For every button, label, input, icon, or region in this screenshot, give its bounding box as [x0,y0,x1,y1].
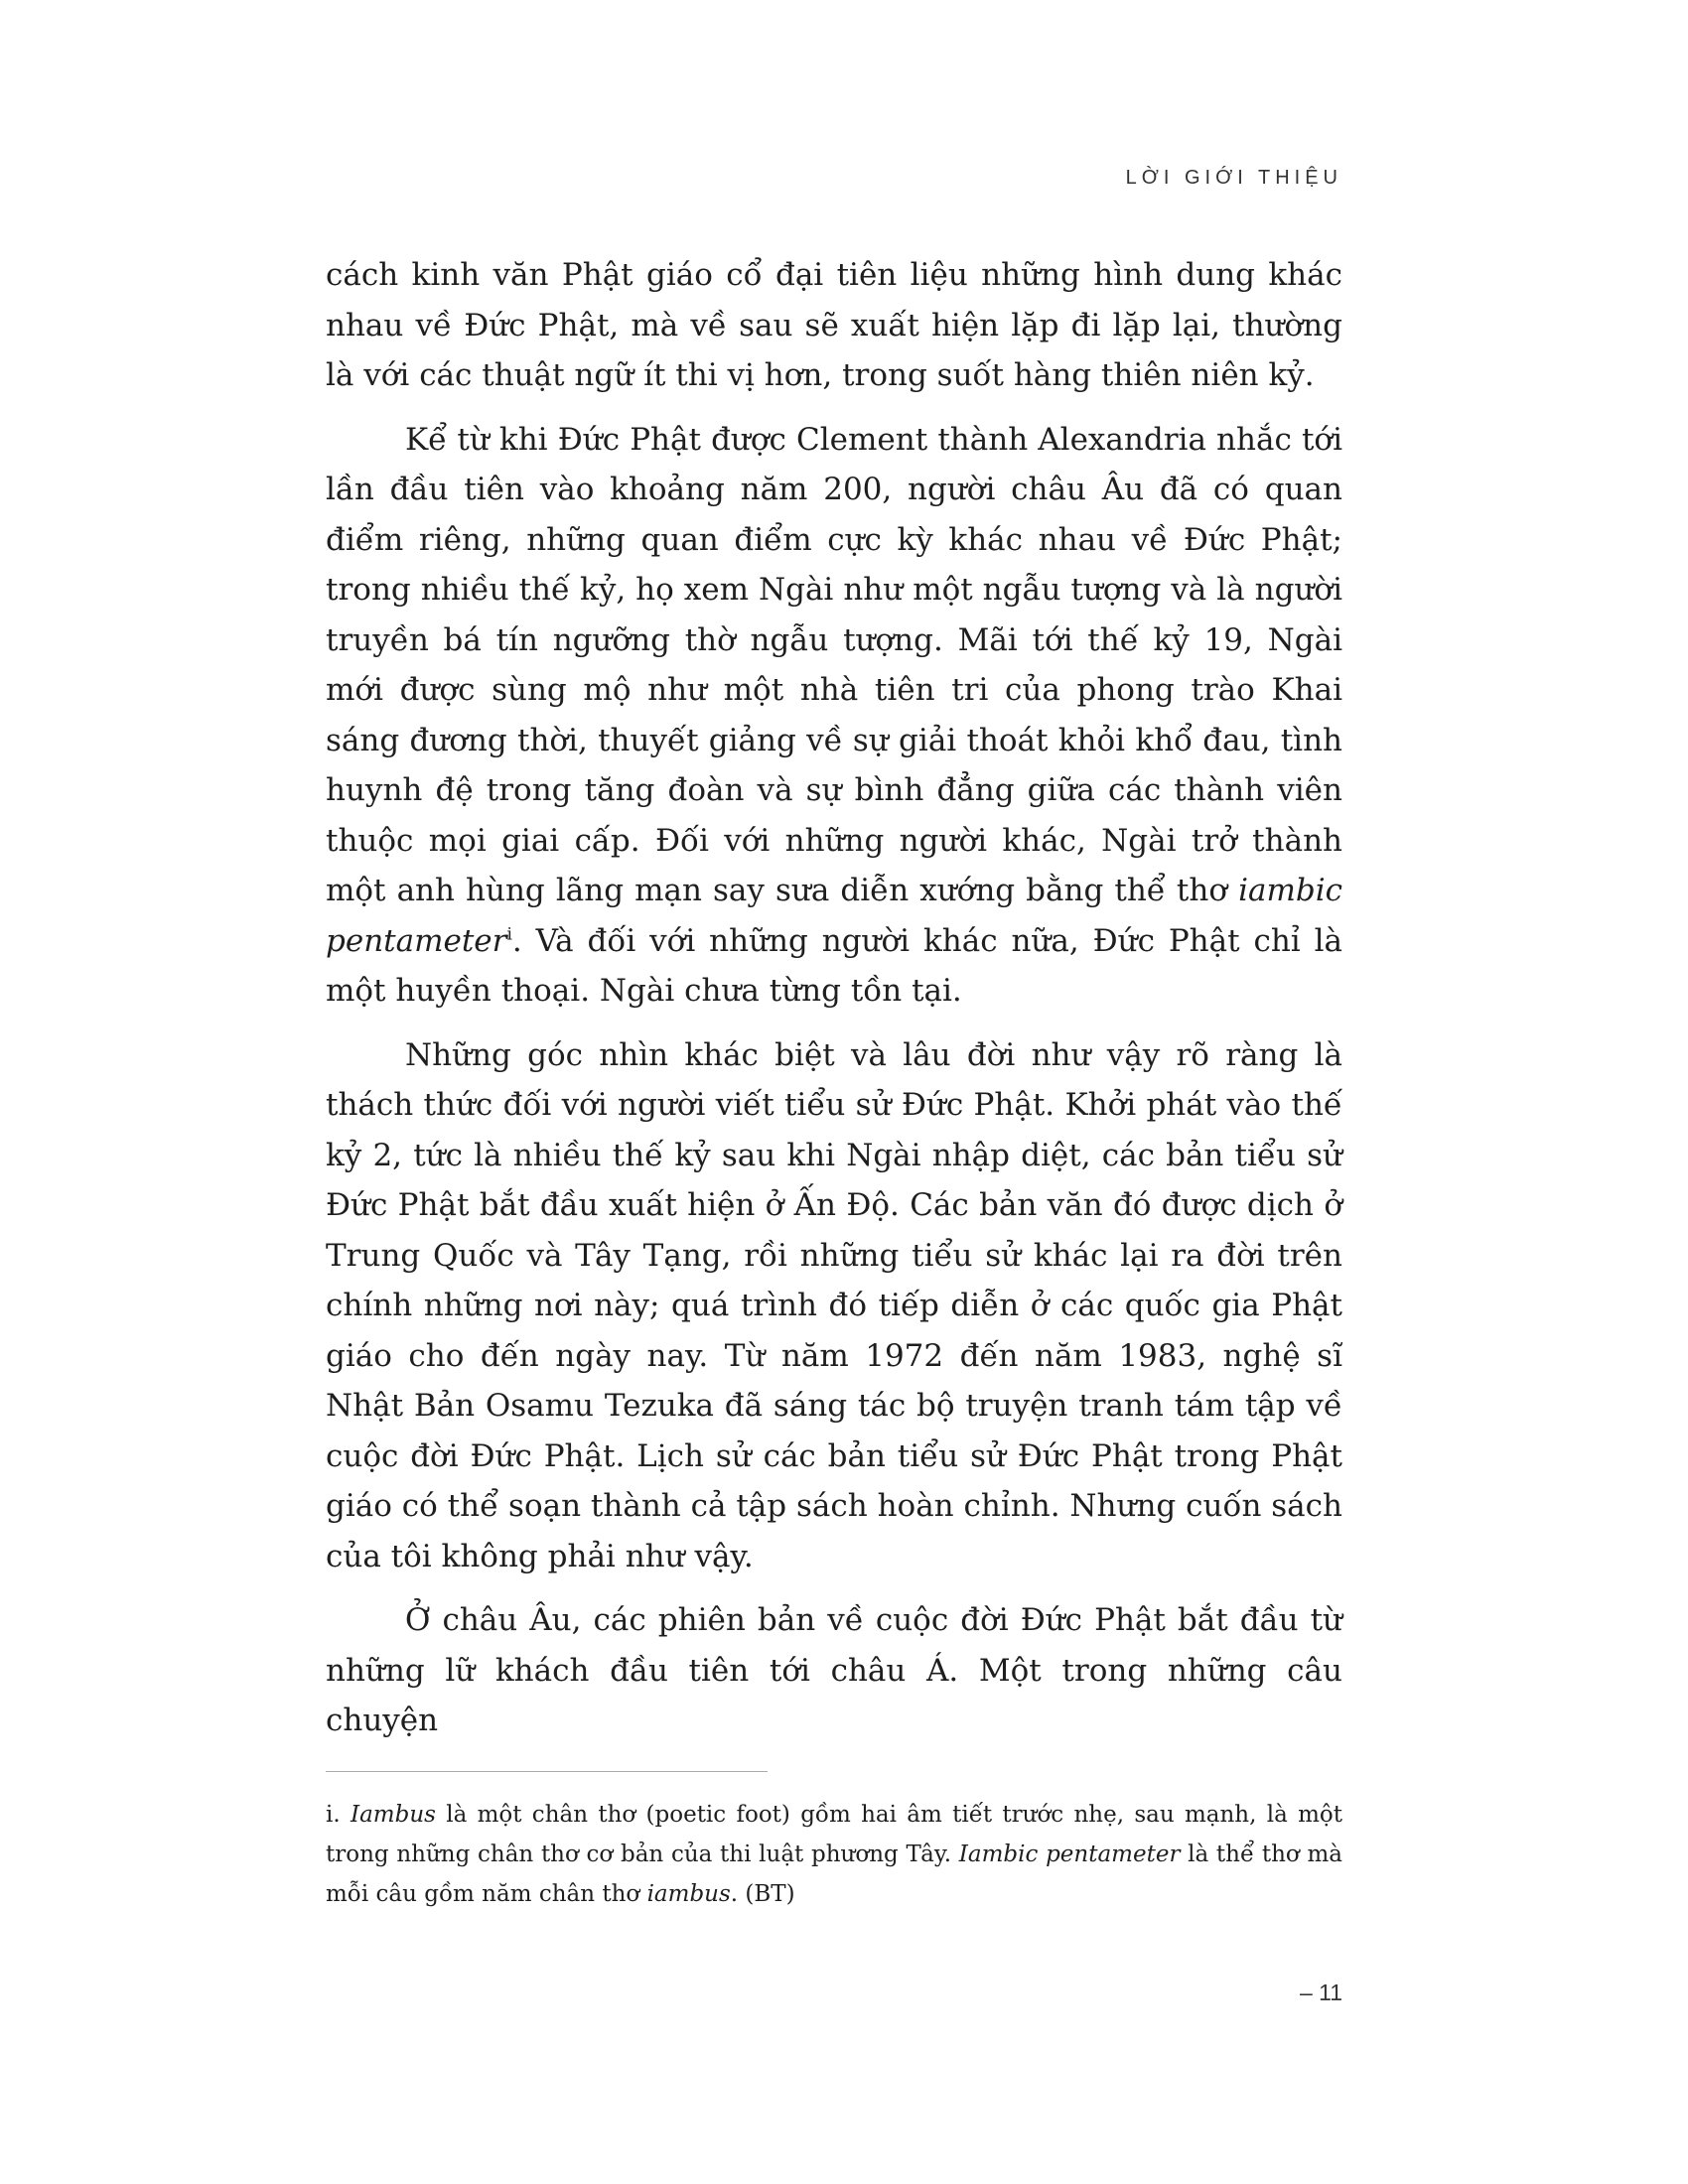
paragraph [326,250,1342,401]
text-segment: là một chân thơ (poetic foot) gồm hai âm tiết trước nhẹ, sau mạnh, là một trong những chân thơ cơ bản của thi luật phương Tây. [326,1802,1342,1867]
italic-term: iambic pentameter [326,873,1342,959]
footnote [326,1795,1342,1914]
running-header: LỜI GIỚI THIỆU [1125,167,1342,189]
paragraph [326,1030,1342,1582]
footnote-reference: i [506,924,512,945]
text-segment: Ở châu Âu, các phiên bản về cuộc đời Đức Phật bắt đầu từ những lữ khách đầu tiên tới châu Á. Một trong những câu chuyện [326,1602,1342,1738]
footnote-marker: i. [326,1802,351,1828]
text-segment: . Và đối với những người khác nữa, Đức Phật chỉ là một huyền thoại. Ngài chưa từng tồn tại. [326,922,1342,1009]
text-segment: Những góc nhìn khác biệt và lâu đời như vậy rõ ràng là thách thức đối với người viết tiểu sử Đức Phật. Khởi phát vào thế kỷ 2, tức là nhiều thế kỷ sau khi Ngài nhập diệt, các bản tiểu sử Đức Phật bắt đầu xuất hiện ở Ấn Độ. Các bản văn đó được dịch ở Trung Quốc và Tây Tạng, rồi những tiểu sử khác lại ra đời trên chính những nơi này; quá trình đó tiếp diễn ở các quốc gia Phật giáo cho đến ngày nay. Từ năm 1972 đến năm 1983, nghệ sĩ Nhật Bản Osamu Tezuka đã sáng tác bộ truyện tranh tám tập về cuộc đời Đức Phật. Lịch sử các bản tiểu sử Đức Phật trong Phật giáo có thể soạn thành cả tập sách hoàn chỉnh. Nhưng cuốn sách của tôi không phải như vậy. [326,1036,1342,1574]
footnote-divider [326,1771,768,1772]
page-number: – 11 [1299,1979,1342,2005]
paragraph [326,415,1342,1017]
text-segment: . (BT) [730,1881,795,1907]
italic-term: iambus [646,1881,731,1907]
italic-term: Iambus [350,1802,436,1828]
italic-term: Iambic pentameter [958,1842,1181,1867]
paragraph [326,1595,1342,1746]
text-segment: là thể thơ mà mỗi câu gồm năm chân thơ [326,1842,1342,1907]
text-segment: Kể từ khi Đức Phật được Clement thành Alexandria nhắc tới lần đầu tiên vào khoảng năm 200, người châu Âu đã có quan điểm riêng, những quan điểm cực kỳ khác nhau về Đức Phật; trong nhiều thế kỷ, họ xem Ngài như một ngẫu tượng và là người truyền bá tín ngưỡng thờ ngẫu tượng. Mãi tới thế kỷ 19, Ngài mới được sùng mộ như một nhà tiên tri của phong trào Khai sáng đương thời, thuyết giảng về sự giải thoát khỏi khổ đau, tình huynh đệ trong tăng đoàn và sự bình đẳng giữa các thành viên thuộc mọi giai cấp. Đối với những người khác, Ngài trở thành một anh hùng lãng mạn say sưa diễn xướng bằng thể thơ [326,421,1342,908]
footnote-text [326,1795,1342,1914]
body-text [326,250,1342,1760]
text-segment: cách kinh văn Phật giáo cổ đại tiên liệu những hình dung khác nhau về Đức Phật, mà về sau sẽ xuất hiện lặp đi lặp lại, thường là với các thuật ngữ ít thi vị hơn, trong suốt hàng thiên niên kỷ. [326,257,1342,393]
